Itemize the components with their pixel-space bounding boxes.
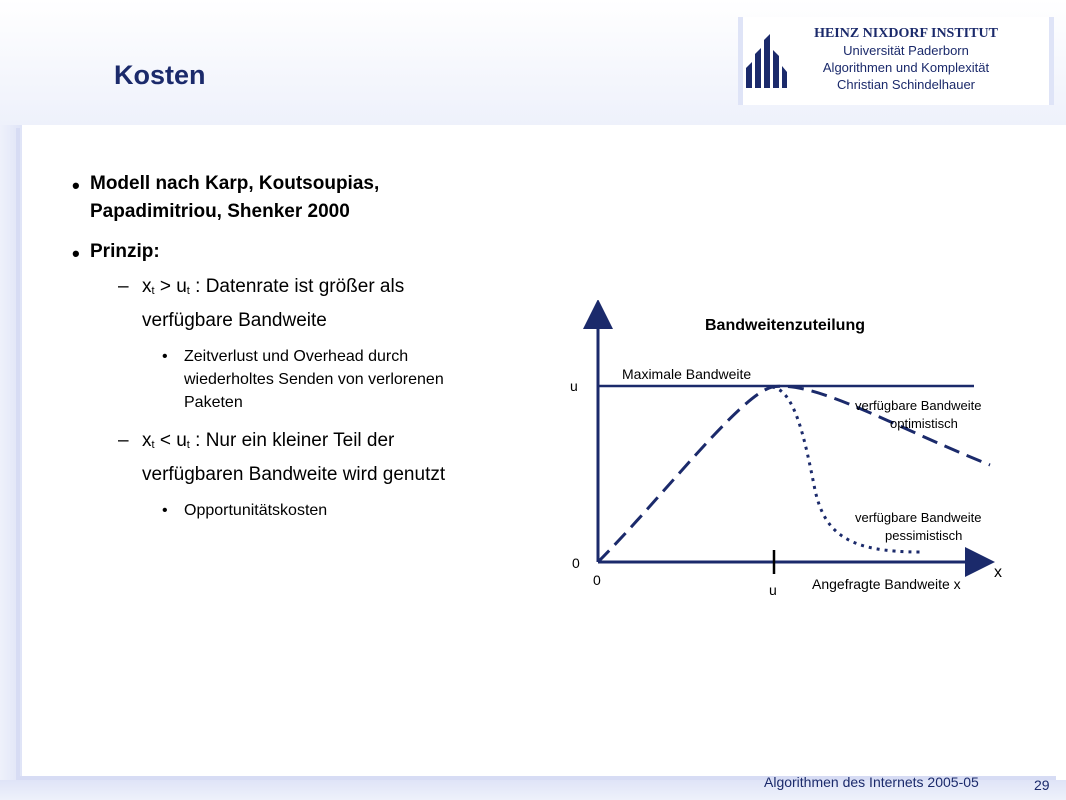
detail-case2-text: Opportunitätskosten [184, 502, 328, 519]
sub-t: t [186, 285, 190, 297]
optimistic-label-line2: optimistisch [890, 416, 958, 431]
diagram-title: Bandweitenzuteilung [705, 317, 865, 334]
detail-case1-line2: wiederholtes Senden von verlorenen [184, 371, 444, 388]
sub-t: t [186, 439, 190, 451]
university-name: Universität Paderborn [843, 43, 969, 58]
small-bullet-icon: • [162, 348, 168, 365]
y-axis-label-u: u [570, 378, 578, 394]
slide-content [70, 170, 560, 534]
sub-t: t [151, 285, 155, 297]
university-logo-icon [744, 30, 788, 92]
origin-x-label: 0 [593, 572, 601, 588]
bullet-model-line2: Papadimitriou, Shenker 2000 [90, 201, 350, 222]
case1-line1 [142, 272, 560, 306]
author-name: Christian Schindelhauer [836, 77, 976, 92]
case2-text: : Nur ein kleiner Teil der [189, 430, 395, 451]
max-bandwidth-label: Maximale Bandweite [622, 366, 752, 382]
institute-name: HEINZ NIXDORF INSTITUT [814, 26, 998, 41]
x-axis-title: Angefragte Bandweite x [812, 576, 961, 592]
x-tick-label-u: u [769, 582, 777, 598]
left-frame-line [16, 128, 20, 778]
pessimistic-label-line2: pessimistisch [885, 528, 963, 543]
var-x: x [142, 276, 152, 297]
sub-bullet-case1 [70, 272, 560, 335]
sub-t: t [151, 439, 155, 451]
institute-text [800, 25, 1012, 93]
case1-line2: verfügbare Bandweite [142, 310, 327, 331]
pessimistic-label-line1: verfügbare Bandweite [855, 510, 982, 525]
var-u: u [176, 430, 187, 451]
bullet-dot-icon: • [72, 241, 80, 266]
detail-case1 [70, 345, 560, 414]
operator: < [154, 430, 177, 451]
detail-case1-line3: Paketen [184, 394, 243, 411]
slide-title: Kosten [114, 60, 206, 90]
bullet-model-line1: Modell nach Karp, Koutsoupias, [90, 173, 380, 194]
detail-case2 [70, 499, 560, 522]
case2-line2: verfügbaren Bandweite wird genutzt [142, 464, 446, 485]
detail-case1-line1: Zeitverlust und Overhead durch [184, 348, 409, 365]
operator: > [154, 276, 177, 297]
x-axis-name: x [994, 564, 1002, 581]
var-x: x [142, 430, 152, 451]
small-bullet-icon: • [162, 502, 168, 519]
dash-icon: – [118, 276, 129, 297]
bullet-principle-text: Prinzip: [90, 241, 160, 262]
bandwidth-diagram [560, 300, 1020, 610]
optimistic-label-line1: verfügbare Bandweite [855, 398, 982, 413]
dash-icon: – [118, 430, 129, 451]
var-u: u [176, 276, 187, 297]
department-name: Algorithmen und Komplexität [822, 60, 990, 75]
bullet-principle [70, 238, 560, 266]
footer-course: Algorithmen des Internets 2005-05 [764, 774, 979, 790]
case1-text: : Datenrate ist größer als [189, 276, 405, 297]
sub-bullet-case2 [70, 426, 560, 489]
page-number: 29 [1034, 777, 1050, 793]
bullet-dot-icon: • [72, 173, 80, 198]
origin-y-label: 0 [572, 555, 580, 571]
bullet-model [70, 170, 560, 226]
case2-line1 [142, 426, 560, 460]
